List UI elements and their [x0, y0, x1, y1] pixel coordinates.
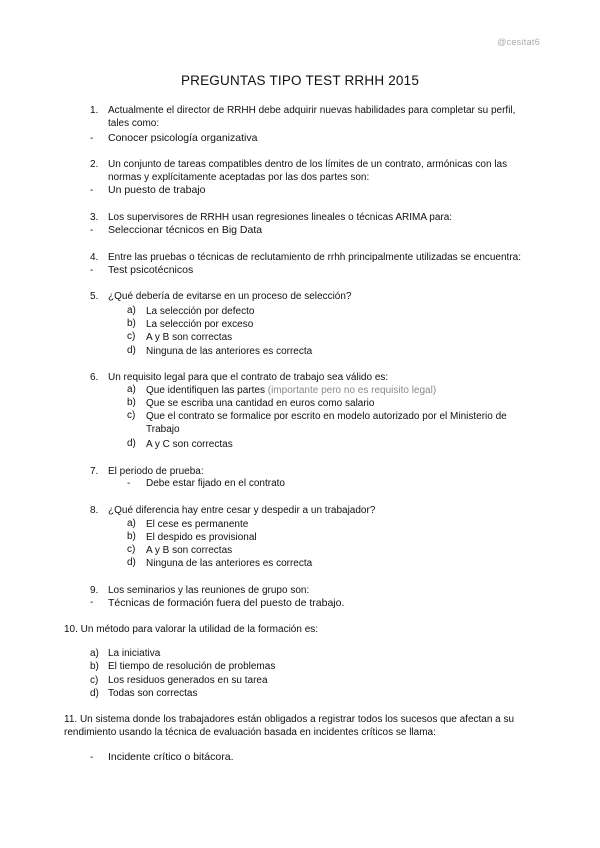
option-text — [146, 384, 526, 397]
option-text: Ninguna de las anteriores es correcta — [146, 346, 313, 357]
option-text: Que se escriba una cantidad en euros como salario — [146, 398, 375, 409]
option-letter: d) — [127, 345, 136, 356]
question-number: 6. — [90, 372, 99, 383]
watermark: @cesitat6 — [497, 37, 540, 47]
question-text: 10. Un método para valorar la utilidad de la formación es: — [64, 624, 319, 635]
question-number: 8. — [90, 505, 99, 516]
answer-bullet: - — [90, 133, 94, 144]
option-letter: c) — [127, 410, 136, 421]
option-main-text: Que identifiquen las partes — [146, 385, 265, 396]
question-text: Los supervisores de RRHH usan regresiones lineales o técnicas ARIMA para: — [108, 212, 453, 223]
question-text-line-2: rendimiento usando la técnica de evaluación basada en incidentes críticos se llama: — [64, 727, 436, 738]
question-number: 4. — [90, 252, 99, 263]
option-letter: a) — [127, 305, 136, 316]
option-text: La selección por exceso — [146, 319, 254, 330]
question-text-line-1: 11. Un sistema donde los trabajadores están obligados a registrar todos los sucesos que afectan a su — [64, 714, 515, 725]
answer-bullet: - — [90, 225, 94, 236]
answer-text: Técnicas de formación fuera del puesto de trabajo. — [108, 597, 345, 609]
question-number: 3. — [90, 212, 99, 223]
question-text: Entre las pruebas o técnicas de reclutamiento de rrhh principalmente utilizadas se encuentra: — [108, 252, 522, 263]
question-text: ¿Qué debería de evitarse en un proceso de selección? — [108, 291, 352, 302]
option-note: (importante pero no es requisito legal) — [267, 385, 437, 396]
answer-text: Conocer psicología organizativa — [108, 132, 258, 144]
question-number: 5. — [90, 291, 99, 302]
option-text: El cese es permanente — [146, 519, 249, 530]
question-number: 1. — [90, 105, 99, 116]
option-text: A y B son correctas — [146, 332, 233, 343]
answer-text: Un puesto de trabajo — [108, 184, 206, 196]
option-text: La iniciativa — [108, 648, 161, 659]
answer-text: Incidente crítico o bitácora. — [108, 751, 234, 763]
option-letter: d) — [90, 688, 99, 699]
option-letter: b) — [90, 661, 99, 672]
answer-bullet: - — [90, 265, 94, 276]
question-number: 9. — [90, 585, 99, 596]
option-text: A y B son correctas — [146, 545, 233, 556]
option-letter: b) — [127, 397, 136, 408]
option-text: Ninguna de las anteriores es correcta — [146, 558, 313, 569]
question-text: El periodo de prueba: — [108, 466, 204, 477]
option-text: Todas son correctas — [108, 688, 198, 699]
answer-text: Test psicotécnicos — [108, 264, 194, 276]
question-text: ¿Qué diferencia hay entre cesar y despedir a un trabajador? — [108, 505, 376, 516]
option-letter: c) — [127, 544, 136, 555]
option-text: El despido es provisional — [146, 532, 257, 543]
option-letter: c) — [127, 331, 136, 342]
answer-text: Debe estar fijado en el contrato — [146, 478, 285, 489]
answer-bullet: - — [90, 597, 94, 608]
option-letter: d) — [127, 438, 136, 449]
answer-bullet: - — [90, 752, 94, 763]
question-text: Un conjunto de tareas compatibles dentro de los límites de un contrato, armónicas con las normas y explícitamente aceptadas por las dos partes son: — [108, 159, 508, 183]
page-title: PREGUNTAS TIPO TEST RRHH 2015 — [180, 73, 420, 88]
question-text: Los seminarios y las reuniones de grupo son: — [108, 585, 310, 596]
option-letter: a) — [127, 518, 136, 529]
option-text: El tiempo de resolución de problemas — [108, 661, 276, 672]
option-letter: d) — [127, 557, 136, 568]
answer-text: Seleccionar técnicos en Big Data — [108, 224, 263, 236]
option-letter: a) — [127, 384, 136, 395]
option-letter: c) — [90, 675, 99, 686]
option-text: Los residuos generados en su tarea — [108, 675, 268, 686]
option-text: A y C son correctas — [146, 439, 233, 450]
option-letter: b) — [127, 531, 136, 542]
option-letter: b) — [127, 318, 136, 329]
answer-bullet: - — [127, 478, 131, 489]
option-text: La selección por defecto — [146, 306, 255, 317]
option-letter: a) — [90, 648, 99, 659]
question-number: 2. — [90, 159, 99, 170]
question-text: Actualmente el director de RRHH debe adquirir nuevas habilidades para completar su perfil, tales como: — [108, 105, 516, 129]
answer-bullet: - — [90, 185, 94, 196]
option-text: Que el contrato se formalice por escrito en modelo autorizado por el Ministerio de Trabajo — [146, 411, 507, 435]
question-text: Un requisito legal para que el contrato de trabajo sea válido es: — [108, 372, 389, 383]
question-number: 7. — [90, 466, 99, 477]
